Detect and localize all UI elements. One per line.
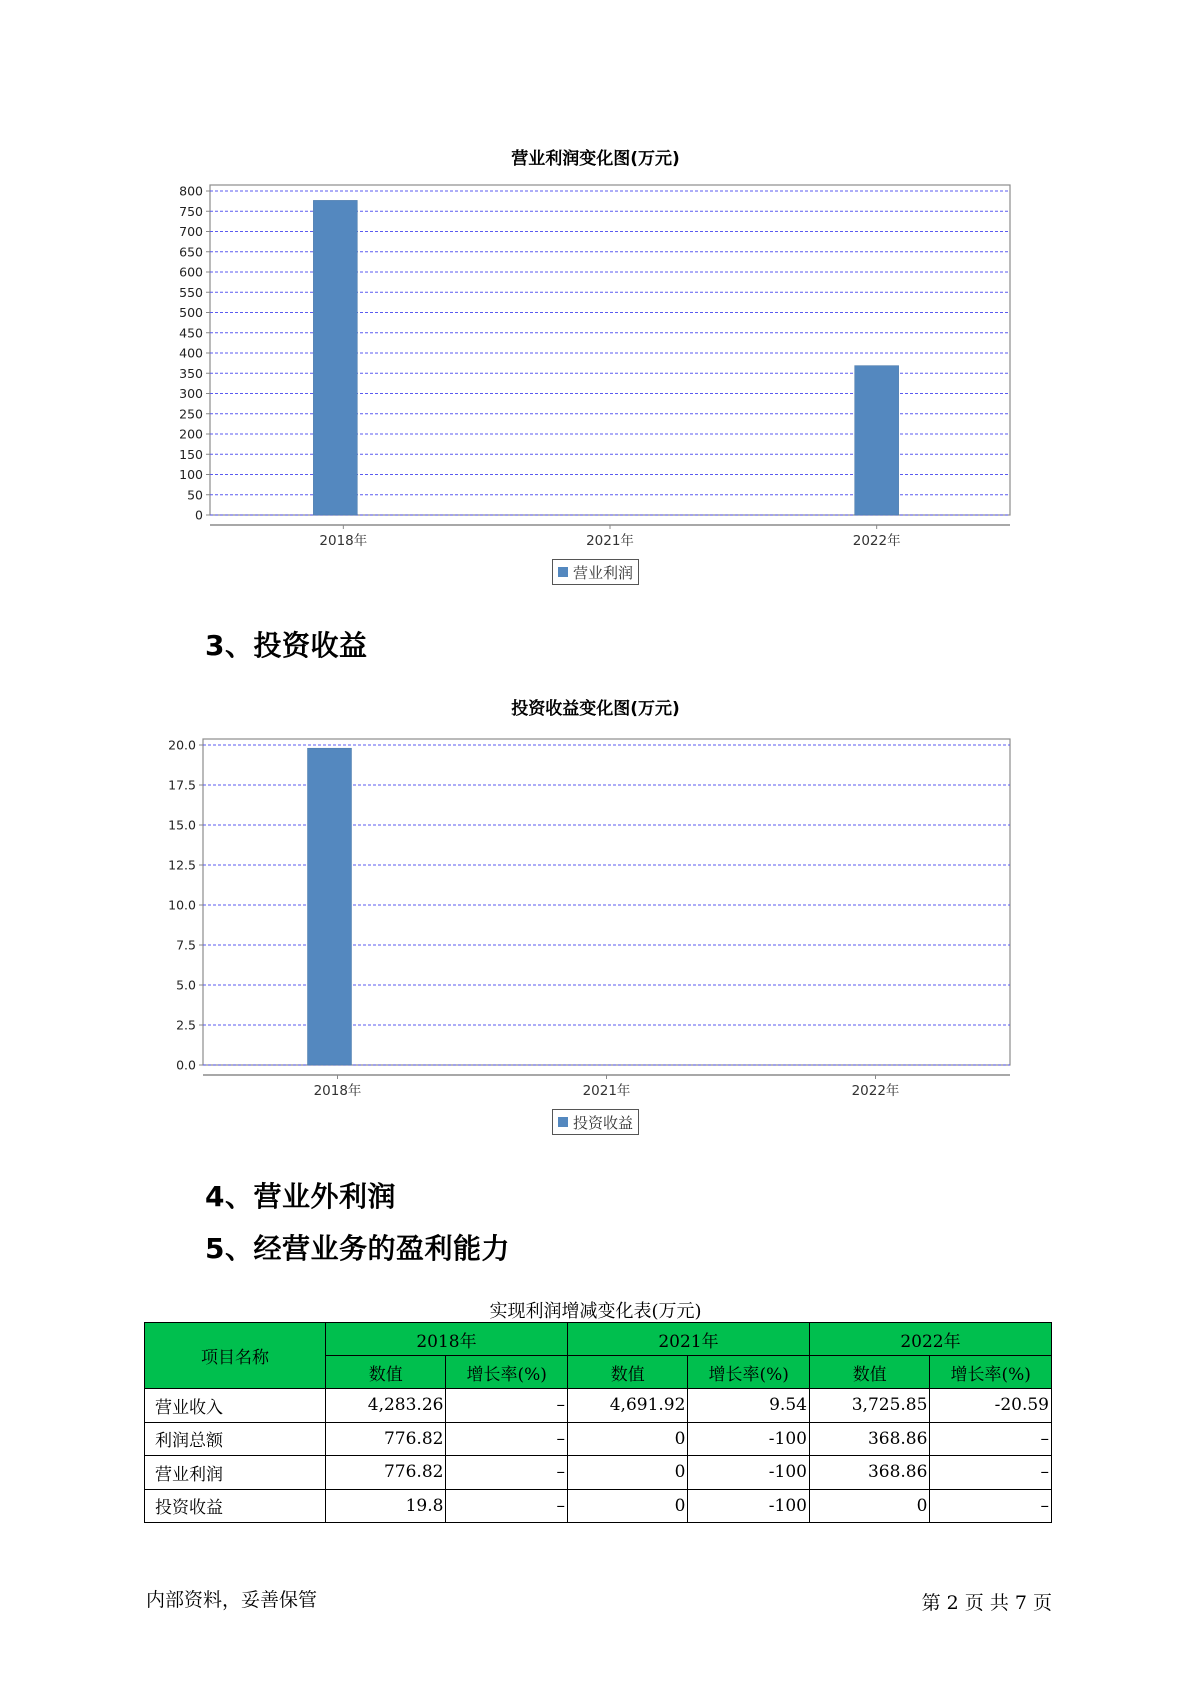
table-cell: –	[446, 1456, 568, 1490]
legend-swatch	[558, 1117, 568, 1127]
footer-confidential: 内部资料，妥善保管	[146, 1589, 318, 1611]
y-tick-label: 400	[179, 345, 203, 361]
heading-profitability: 5、经营业务的盈利能力	[205, 1232, 510, 1265]
y-tick-label: 450	[179, 325, 203, 341]
y-tick-label: 20.0	[168, 737, 196, 753]
footer-page-number: 第 2 页 共 7 页	[921, 1592, 1052, 1614]
table-cell: 368.86	[809, 1456, 929, 1490]
y-tick-label: 50	[187, 487, 203, 503]
header-value: 数值	[809, 1356, 929, 1389]
y-tick-label: 2.5	[176, 1017, 196, 1033]
header-year-2022: 2022年	[809, 1323, 1051, 1356]
x-tick-label: 2018年	[319, 533, 368, 549]
y-tick-label: 10.0	[168, 897, 196, 913]
bar	[308, 748, 352, 1065]
header-growth: 增长率(%)	[446, 1356, 568, 1389]
table-cell: 776.82	[326, 1422, 446, 1456]
y-tick-label: 150	[179, 446, 203, 462]
chart2-legend-label: 投资收益	[573, 1113, 634, 1132]
table-cell: -20.59	[930, 1389, 1052, 1423]
y-tick-label: 0.0	[176, 1057, 196, 1073]
chart2-legend	[552, 1109, 639, 1135]
x-tick-label: 2021年	[582, 1083, 631, 1099]
table-row	[145, 1489, 1052, 1523]
table-caption: 实现利润增减变化表(万元)	[489, 1301, 702, 1322]
row-label: 营业利润	[145, 1456, 326, 1490]
y-tick-label: 17.5	[168, 777, 196, 793]
y-tick-label: 7.5	[176, 937, 196, 953]
y-tick-label: 300	[179, 386, 203, 401]
y-tick-label: 0	[195, 507, 203, 523]
table-cell: –	[446, 1422, 568, 1456]
y-tick-label: 12.5	[168, 857, 196, 873]
table-row	[145, 1422, 1052, 1456]
table-cell: 4,283.26	[326, 1389, 446, 1423]
header-item-name: 项目名称	[145, 1323, 326, 1389]
y-tick-label: 750	[179, 203, 203, 219]
table-cell: –	[446, 1389, 568, 1423]
x-tick-label: 2022年	[851, 1083, 900, 1099]
chart1-legend-label: 营业利润	[573, 563, 634, 582]
heading-investment-income: 3、投资收益	[205, 629, 368, 662]
chart2-title: 投资收益变化图(万元)	[511, 699, 680, 719]
table-cell: 3,725.85	[809, 1389, 929, 1423]
header-year-2021: 2021年	[567, 1323, 809, 1356]
y-tick-label: 800	[179, 183, 203, 199]
table-row	[145, 1389, 1052, 1423]
row-label: 营业收入	[145, 1389, 326, 1423]
table-cell: –	[930, 1489, 1052, 1523]
table-cell: 0	[567, 1422, 687, 1456]
table-row	[145, 1456, 1052, 1490]
y-tick-label: 600	[179, 264, 203, 280]
x-tick-label: 2022年	[852, 533, 901, 549]
row-label: 利润总额	[145, 1422, 326, 1456]
x-tick-label: 2018年	[313, 1083, 362, 1099]
header-year-2018: 2018年	[326, 1323, 568, 1356]
y-tick-label: 5.0	[176, 977, 196, 993]
table-cell: –	[930, 1422, 1052, 1456]
table-cell: –	[930, 1456, 1052, 1490]
table-cell: -100	[688, 1422, 810, 1456]
header-growth: 增长率(%)	[930, 1356, 1052, 1389]
chart1-title: 营业利润变化图(万元)	[511, 149, 680, 169]
table-cell: 4,691.92	[567, 1389, 687, 1423]
y-tick-label: 700	[179, 224, 203, 239]
table-cell: 19.8	[326, 1489, 446, 1523]
profit-change-table	[144, 1322, 1052, 1523]
table-cell: 368.86	[809, 1422, 929, 1456]
y-tick-label: 250	[179, 406, 203, 422]
y-tick-label: 650	[179, 244, 203, 260]
y-tick-label: 200	[179, 426, 203, 442]
y-tick-label: 15.0	[168, 817, 196, 833]
table-cell: 0	[809, 1489, 929, 1523]
table-cell: –	[446, 1489, 568, 1523]
y-tick-label: 100	[179, 467, 203, 482]
y-tick-label: 350	[179, 365, 203, 381]
y-tick-label: 500	[179, 305, 203, 320]
y-tick-label: 550	[179, 284, 203, 300]
table-cell: 0	[567, 1456, 687, 1490]
x-tick-label: 2021年	[586, 533, 634, 549]
header-value: 数值	[326, 1356, 446, 1389]
table-cell: 0	[567, 1489, 687, 1523]
table-cell: -100	[688, 1456, 810, 1490]
table-cell: -100	[688, 1489, 810, 1523]
table-cell: 9.54	[688, 1389, 810, 1423]
header-value: 数值	[567, 1356, 687, 1389]
heading-non-operating-profit: 4、营业外利润	[205, 1180, 396, 1213]
header-growth: 增长率(%)	[688, 1356, 810, 1389]
table-cell: 776.82	[326, 1456, 446, 1490]
row-label: 投资收益	[145, 1489, 326, 1523]
